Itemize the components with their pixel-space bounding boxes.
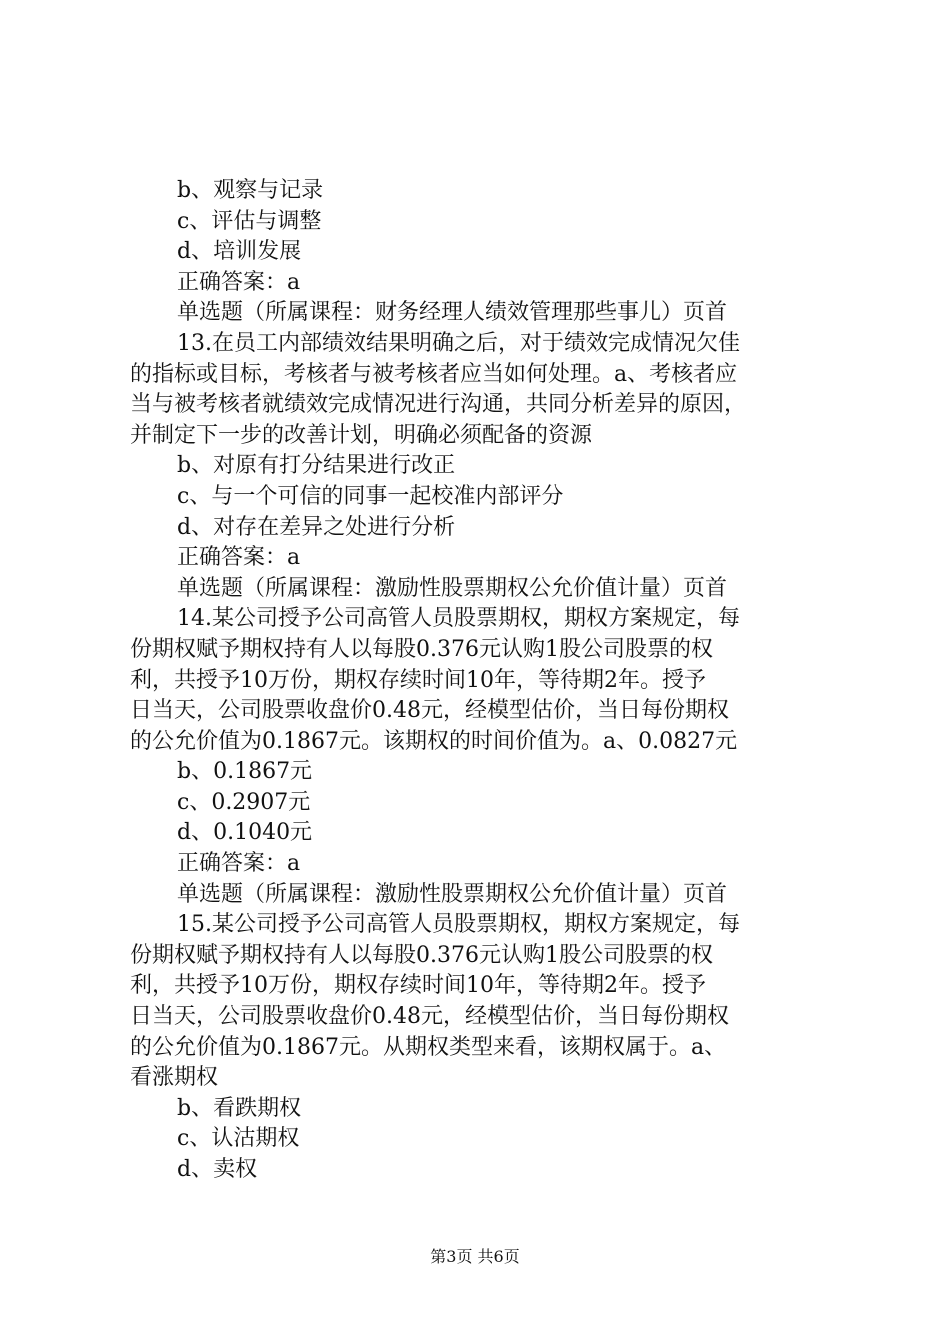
text-line: 13.在员工内部绩效结果明确之后，对于绩效完成情况欠佳 — [177, 330, 740, 356]
text-line: b、0.1867元 — [177, 759, 313, 785]
text-line: 利，共授予10万份，期权存续时间10年，等待期2年。授予 — [130, 667, 706, 693]
text-line: d、对存在差异之处进行分析 — [177, 514, 456, 540]
text-line: d、培训发展 — [177, 239, 302, 265]
text-line: 当与被考核者就绩效完成情况进行沟通，共同分析差异的原因， — [130, 392, 747, 418]
text-line: 看涨期权 — [130, 1065, 219, 1091]
text-line: 正确答案：a — [177, 269, 301, 295]
text-line: c、认沽期权 — [177, 1126, 300, 1152]
text-line: d、0.1040元 — [177, 820, 313, 846]
text-line: d、卖权 — [177, 1157, 258, 1182]
text-line: 的指标或目标，考核者与被考核者应当如何处理。a、考核者应 — [130, 361, 738, 387]
text-line: 日当天，公司股票收盘价0.48元，经模型估价，当日每份期权 — [130, 698, 729, 724]
text-line: 利，共授予10万份，期权存续时间10年，等待期2年。授予 — [130, 973, 706, 999]
text-line: 单选题（所属课程：财务经理人绩效管理那些事儿）页首 — [177, 300, 728, 326]
document-body — [130, 176, 830, 1186]
text-line: 正确答案：a — [177, 851, 301, 877]
text-line: b、对原有打分结果进行改正 — [177, 453, 456, 479]
text-line: 并制定下一步的改善计划，明确必须配备的资源 — [130, 422, 593, 448]
page-footer: 第3页 共6页 — [430, 1247, 520, 1266]
text-line: b、观察与记录 — [177, 178, 324, 203]
text-line: 单选题（所属课程：激励性股票期权公允价值计量）页首 — [177, 575, 728, 601]
text-line: 15.某公司授予公司高管人员股票期权，期权方案规定，每 — [177, 912, 740, 938]
text-line: 份期权赋予期权持有人以每股0.376元认购1股公司股票的权 — [130, 636, 713, 662]
text-line: 日当天，公司股票收盘价0.48元，经模型估价，当日每份期权 — [130, 1004, 729, 1030]
text-line: b、看跌期权 — [177, 1095, 302, 1121]
text-line: 14.某公司授予公司高管人员股票期权，期权方案规定，每 — [177, 606, 740, 632]
text-line: 正确答案：a — [177, 545, 301, 571]
text-line: c、评估与调整 — [177, 208, 322, 234]
text-line: c、与一个可信的同事一起校准内部评分 — [177, 483, 564, 509]
text-line: 的公允价值为0.1867元。从期权类型来看，该期权属于。a、 — [130, 1034, 727, 1060]
text-line: c、0.2907元 — [177, 789, 311, 815]
text-line: 份期权赋予期权持有人以每股0.376元认购1股公司股票的权 — [130, 942, 713, 968]
text-line: 单选题（所属课程：激励性股票期权公允价值计量）页首 — [177, 881, 728, 907]
text-line: 的公允价值为0.1867元。该期权的时间价值为。a、0.0827元 — [130, 728, 738, 754]
